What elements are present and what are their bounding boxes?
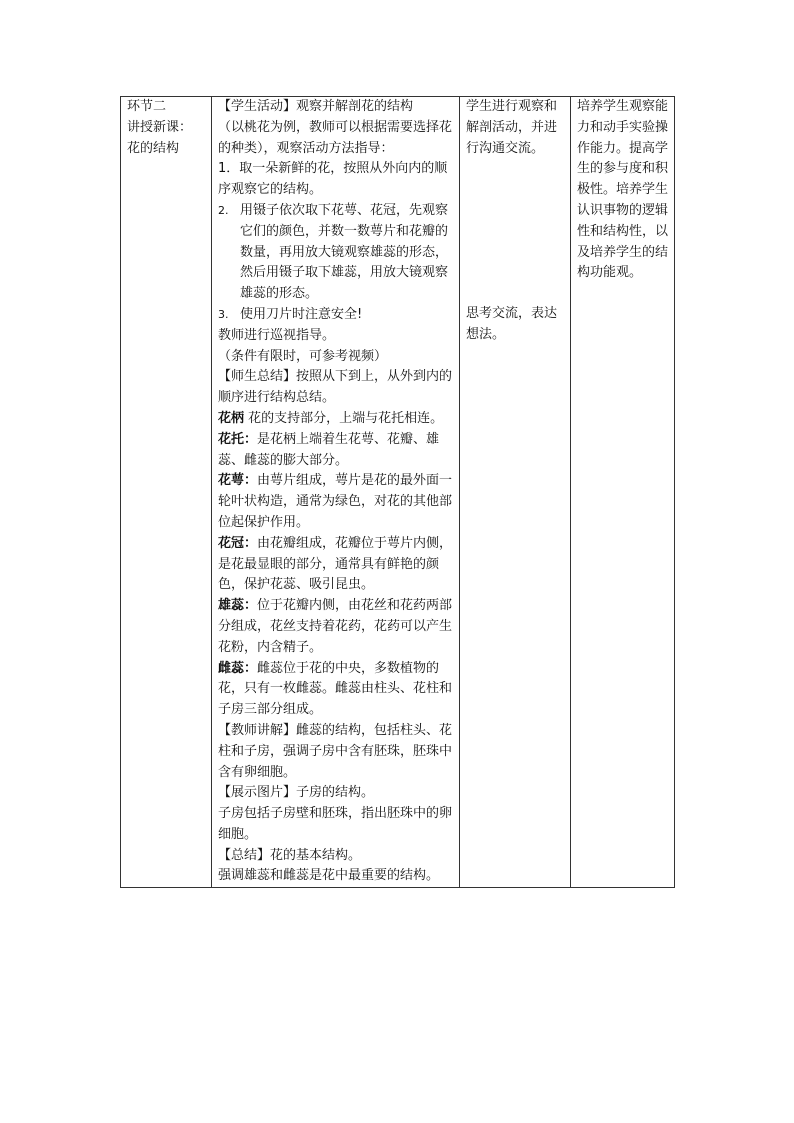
step-text: 用镊子依次取下花萼、花冠，先观察它们的颜色，并数一数萼片和花瓣的数量，再用放大镜观察雄蕊的形态，然后用镊子取下雄蕊，用放大镜观察雄蕊的形态。: [240, 202, 449, 302]
definition: [218, 534, 455, 596]
term: 雌蕊：: [218, 660, 258, 676]
student-activity-1: 学生进行观察和解剖活动，并进行沟通交流。: [466, 99, 558, 156]
section-line: 花的结构: [127, 140, 180, 156]
definition: [218, 471, 455, 533]
definition-text: 由萼片组成，萼片是花的最外面一轮叶状构造，通常为绿色，对花的其他部位起保护作用。: [218, 473, 453, 530]
student-activity-2: 思考交流，表达想法。: [466, 306, 558, 343]
numbered-step: [218, 201, 455, 305]
section-cell: [121, 97, 212, 888]
content-line: （以桃花为例，教师可以根据需要选择花的种类），观察活动方法指导：: [218, 119, 453, 156]
definition-text: 位于花瓣内侧，由花丝和花药两部分组成，花丝支持着花药，花药可以产生花粉，内含精子。: [218, 598, 453, 655]
content-line: 【教师讲解】雌蕊的结构，包括柱头、花柱和子房，强调子房中含有胚珠，胚珠中含有卵细胞。: [218, 722, 453, 780]
content-line: 子房包括子房壁和胚珠，指出胚珠中的卵细胞。: [218, 806, 453, 842]
definition-text: 花的支持部分，上端与花托相连。: [244, 410, 444, 426]
content-line: 强调雄蕊和雌蕊是花中最重要的结构。: [218, 868, 440, 884]
table-row: [121, 97, 675, 888]
definition-text: 是花柄上端着生花萼、花瓣、雄蕊、雌蕊的膨大部分。: [218, 431, 440, 468]
term: 花冠：: [218, 535, 258, 551]
teacher-activity-cell: [212, 97, 460, 888]
spacer: [466, 159, 566, 304]
content-line: 【展示图片】子房的结构。: [218, 785, 375, 801]
step-text: 使用刀片时注意安全!: [240, 306, 363, 322]
step-number: 2.: [218, 203, 229, 217]
section-line: 讲授新课：: [127, 119, 193, 135]
student-activity-cell: [460, 97, 571, 888]
content-line: 1．取一朵新鲜的花，按照从外向内的顺序观察它的结构。: [218, 161, 448, 198]
numbered-step: [218, 305, 455, 326]
term: 花萼：: [218, 473, 258, 489]
definition: [218, 409, 455, 430]
content-line: 【总结】花的基本结构。: [218, 847, 362, 863]
design-intent-text: 培养学生观察能力和动手实验操作能力。提高学生的参与度和积极性。培养学生认识事物的逻辑性和结构性，以及培养学生的结构功能观。: [577, 99, 669, 281]
term: 花柄: [218, 410, 245, 426]
definition: [218, 659, 455, 721]
definition-text: 由花瓣组成，花瓣位于萼片内侧，是花最显眼的部分，通常具有鲜艳的颜色，保护花蕊、吸引昆虫。: [218, 535, 453, 593]
design-intent-cell: [571, 97, 675, 888]
lesson-plan-table: [120, 96, 675, 888]
definition: [218, 596, 455, 658]
content-line: 教师进行巡视指导。: [218, 327, 336, 343]
section-line: 环节二: [127, 99, 167, 114]
content-line: 【师生总结】按照从下到上，从外到内的顺序进行结构总结。: [218, 369, 453, 406]
content-line: （条件有限时，可参考视频）: [218, 348, 388, 364]
definition-text: 雌蕊位于花的中央，多数植物的花，只有一枚雌蕊。雌蕊由柱头、花柱和子房三部分组成。: [218, 660, 453, 718]
term: 花托：: [218, 431, 258, 447]
content-line: 【学生活动】观察并解剖花的结构: [218, 99, 414, 114]
step-number: 3.: [218, 307, 229, 321]
term: 雄蕊：: [218, 598, 258, 614]
definition: [218, 430, 455, 472]
